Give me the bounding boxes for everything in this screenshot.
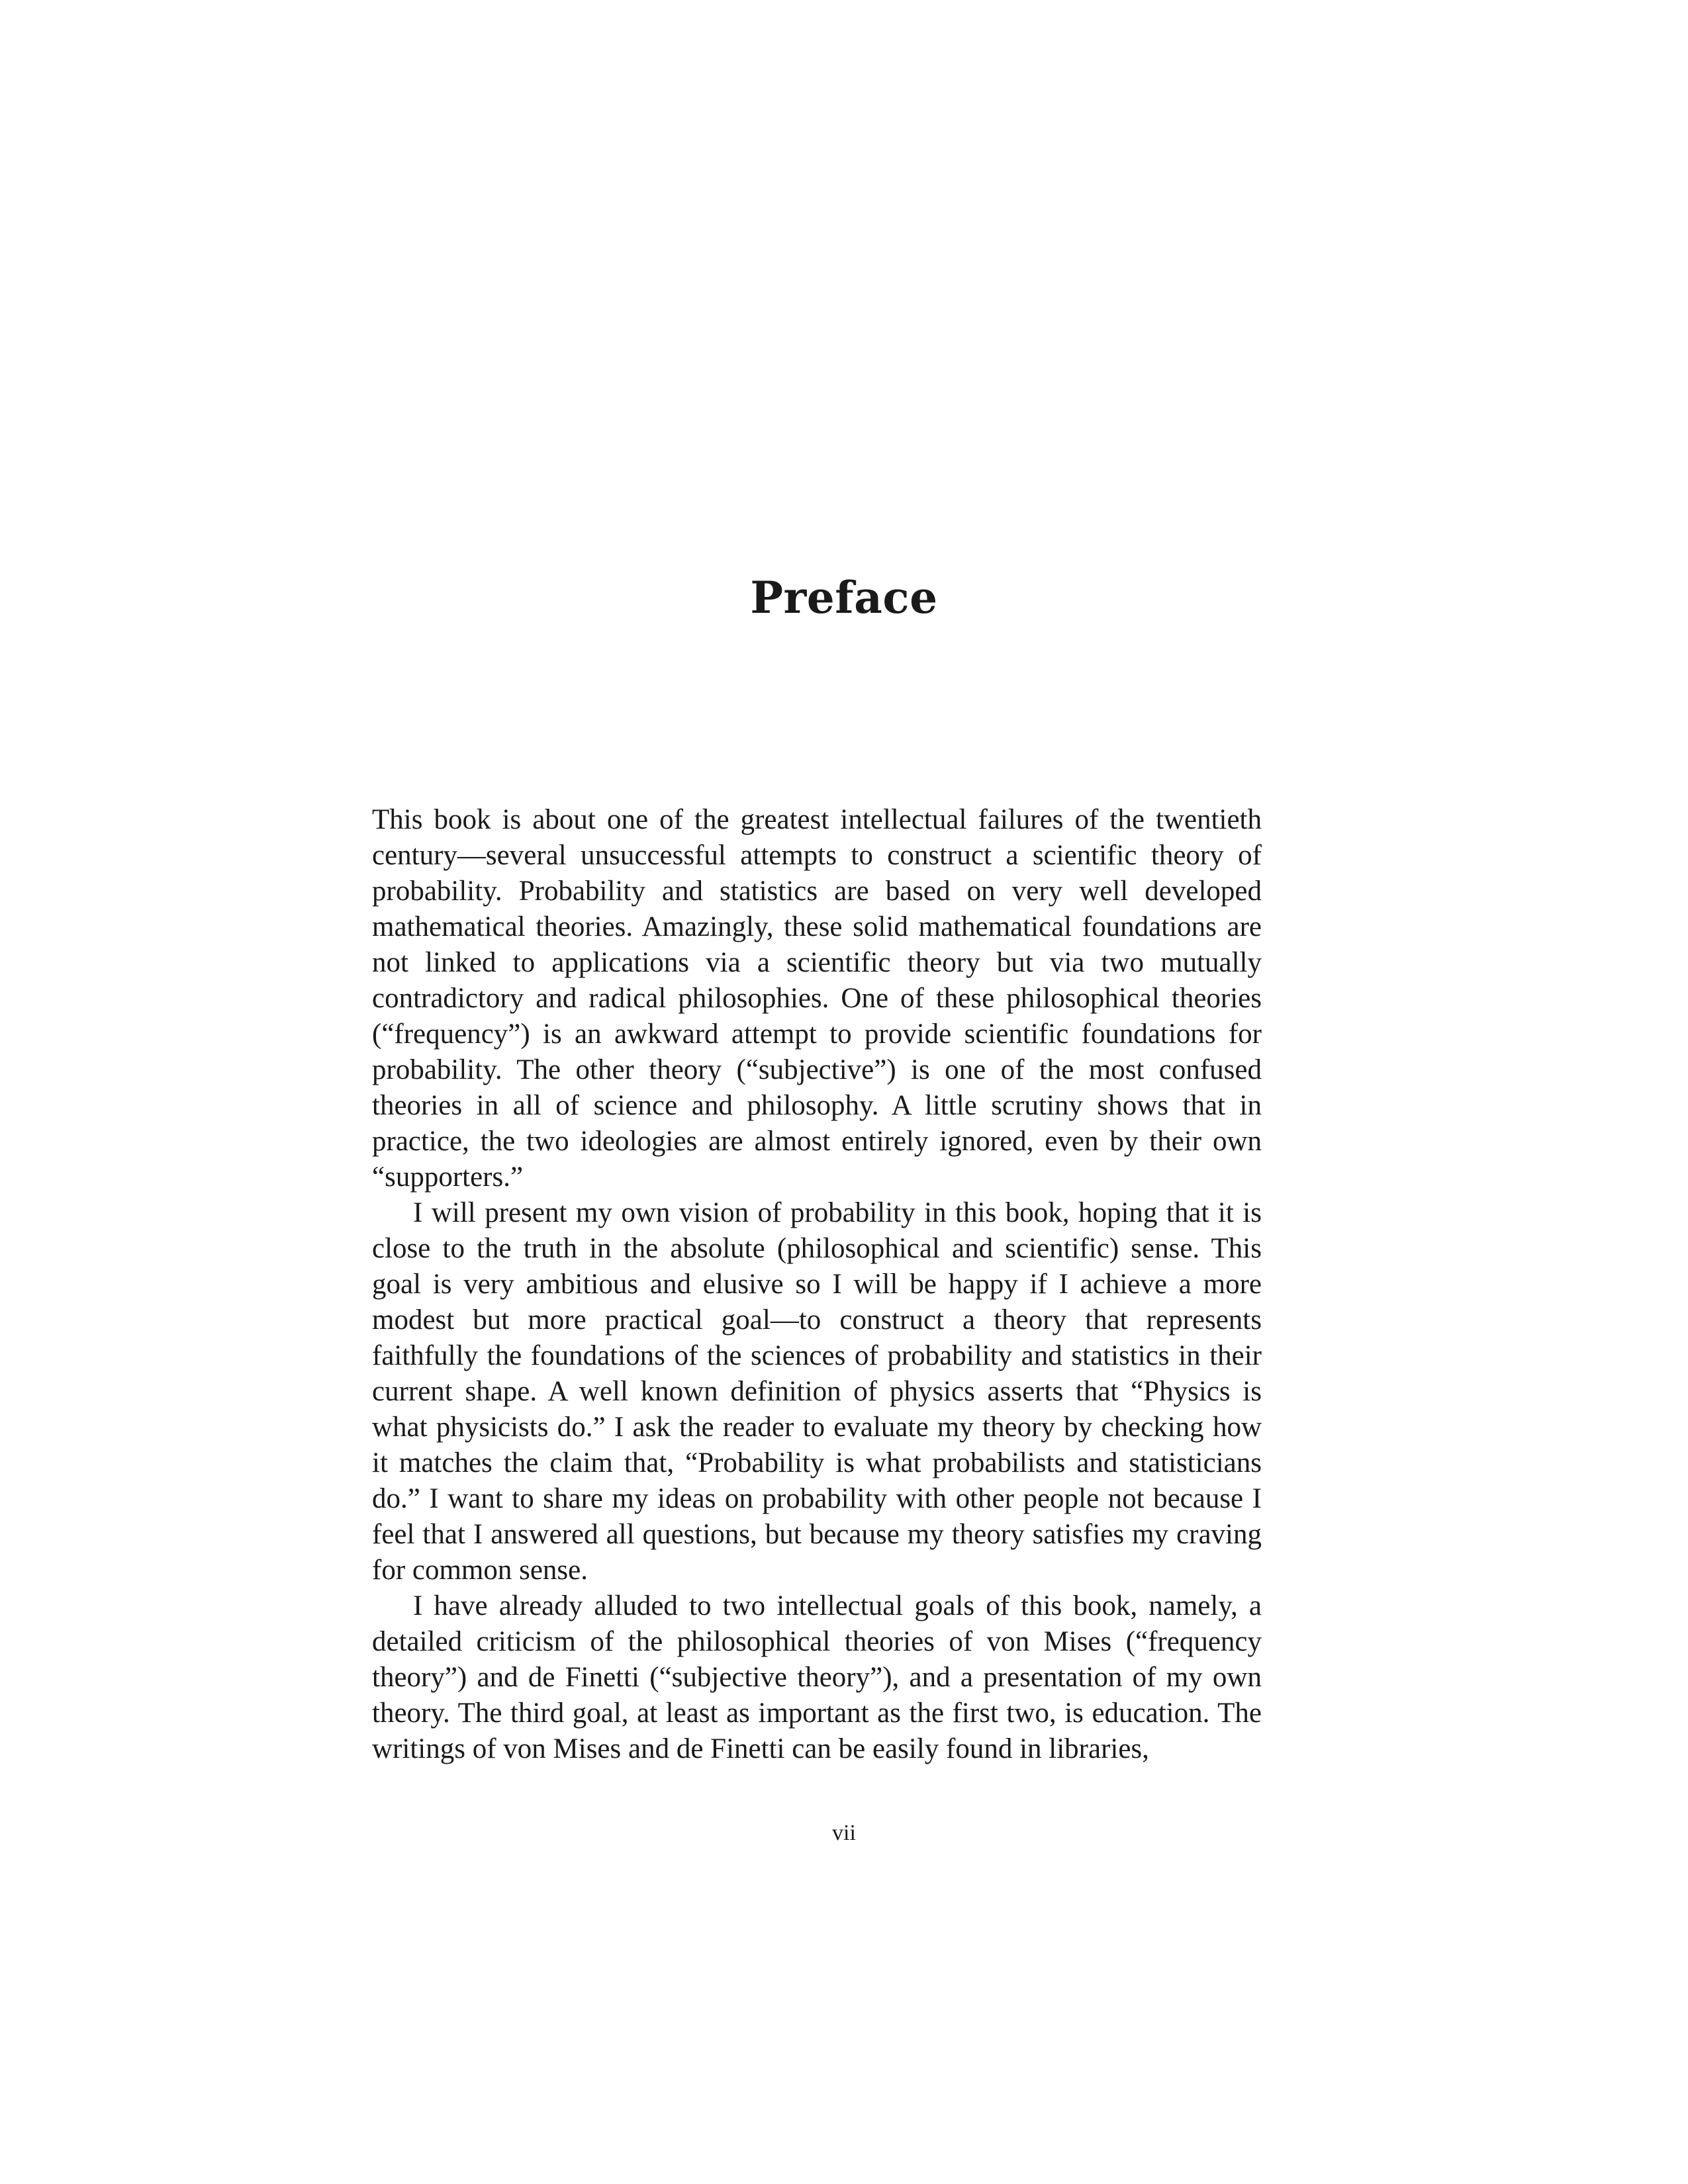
- page-title: Preface: [750, 572, 938, 623]
- paragraph-1: This book is about one of the greatest intellectual failures of the twentieth century—several unsuccessful attempts to construct a scientific theory of probability. Probability and statistics are based on very well developed mathematical theories. Amazingly, these solid mathematical foundations are not linked to applications via a scientific theory but via two mutually contradictory and radical philosophies. One of these philosophical theories (“frequency”) is an awkward attempt to provide scientific foundations for probability. The other theory (“subjective”) is one of the most confused theories in all of science and philosophy. A little scrutiny shows that in practice, the two ideologies are almost entirely ignored, even by their own “supporters.”: [372, 804, 1262, 1193]
- page-number: vii: [832, 1821, 856, 1845]
- paragraph-3: I have already alluded to two intellectual goals of this book, namely, a detailed criticism of the philosophical theories of von Mises (“frequency theory”) and de Finetti (“subjective theory”), and a presentation of my own theory. The third goal, at least as important as the first two, is education. The writings of von Mises and de Finetti can be easily found in libraries,: [372, 1590, 1262, 1764]
- paragraph-2: I will present my own vision of probability in this book, hoping that it is close to the truth in the absolute (philosophical and scientific) sense. This goal is very ambitious and elusive so I will be happy if I achieve a more modest but more practical goal—to construct a theory that represents faithfully the foundations of the sciences of probability and statistics in their current shape. A well known definition of physics asserts that “Physics is what physicists do.” I ask the reader to evaluate my theory by checking how it matches the claim that, “Probability is what probabilists and statisticians do.” I want to share my ideas on probability with other people not because I feel that I answered all questions, but because my theory satisfies my craving for common sense.: [372, 1197, 1262, 1586]
- body-text: [372, 802, 1262, 1767]
